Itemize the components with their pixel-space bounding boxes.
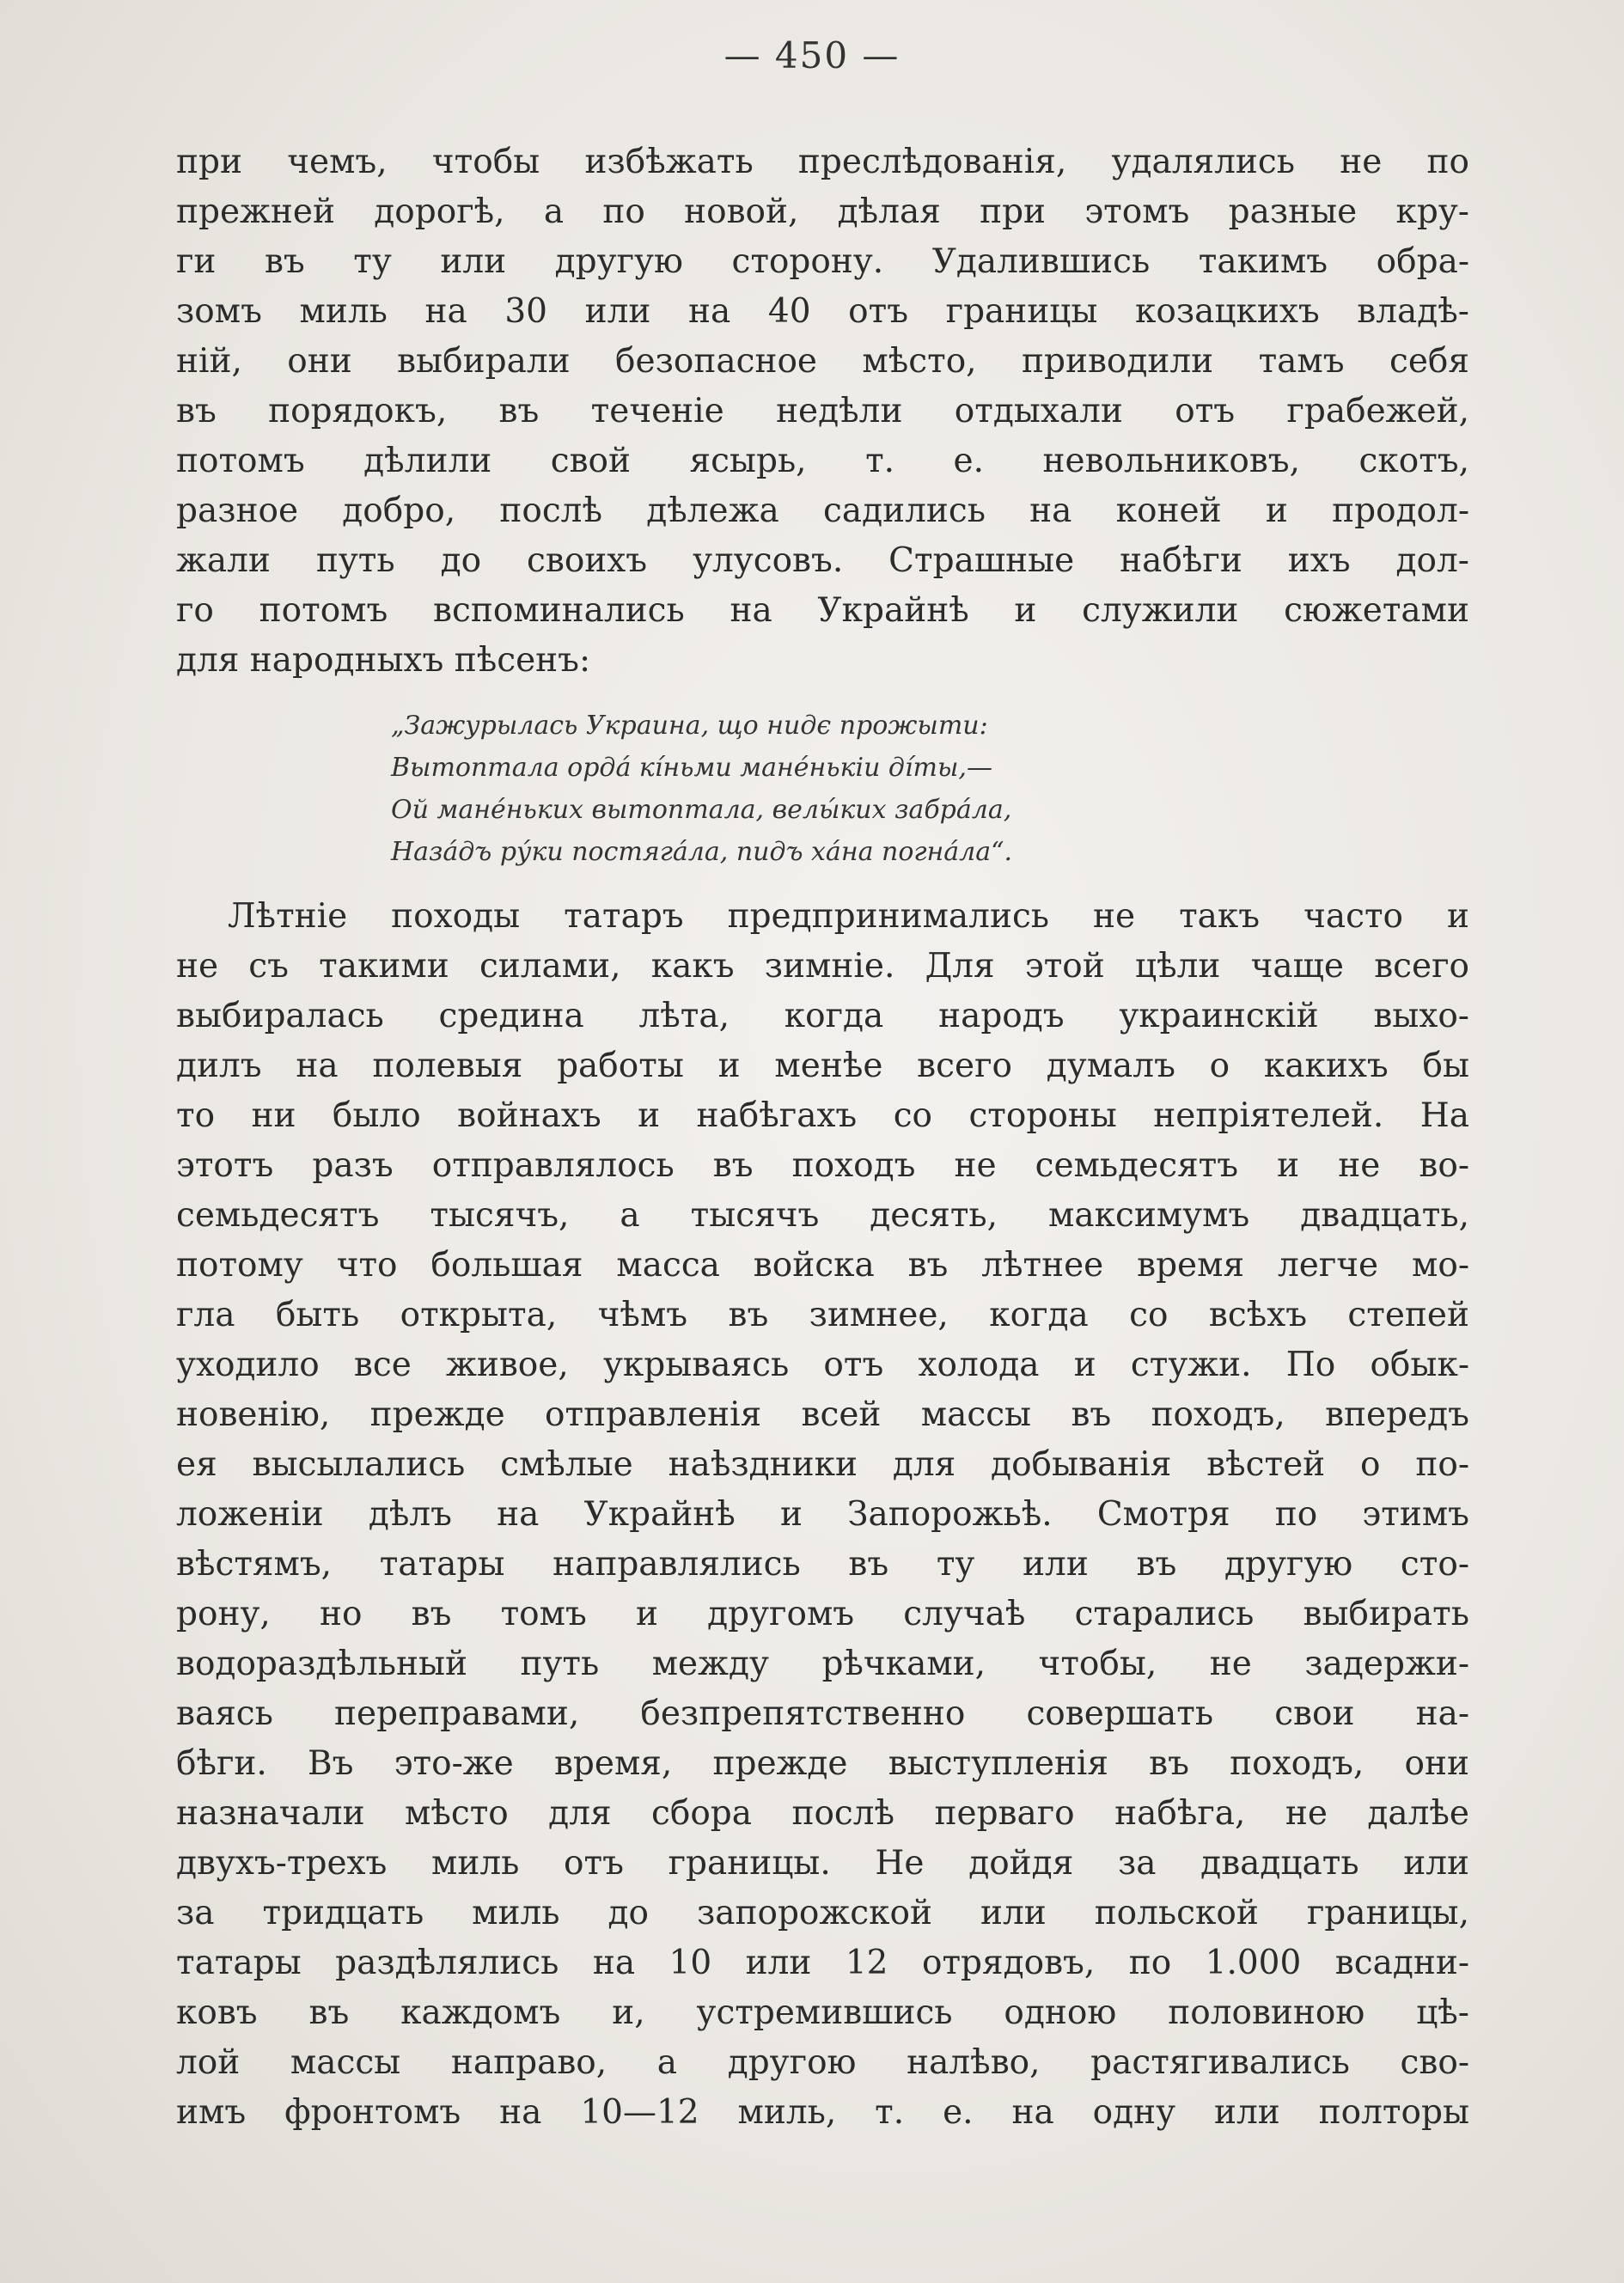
text-line: имъ фронтомъ на 10—12 миль, т. е. на одну или полторы [176, 2093, 1469, 2132]
text-line: семьдесятъ тысячъ, а тысячъ десять, максимумъ двадцать, [176, 1196, 1469, 1235]
text-line: зомъ миль на 30 или на 40 отъ границы козацкихъ владѣ- [176, 292, 1469, 331]
text-line: потомъ дѣлили свой ясырь, т. е. невольниковъ, скотъ, [176, 442, 1469, 480]
text-line: ній, они выбирали безопасное мѣсто, приводили тамъ себя [176, 342, 1469, 381]
text-line: разное добро, послѣ дѣлежа садились на коней и продол- [176, 491, 1469, 530]
text-line: этотъ разъ отправлялось въ походъ не семьдесятъ и не во- [176, 1146, 1469, 1185]
text-line: назначали мѣсто для сбора послѣ перваго набѣга, не далѣе [176, 1794, 1469, 1833]
poem-quote [391, 705, 1207, 873]
text-line: ги въ ту или другую сторону. Удалившись такимъ обра- [176, 242, 1469, 281]
text-line: бѣги. Въ это-же время, прежде выступленія въ походъ, они [176, 1744, 1469, 1783]
text-line: рону, но въ томъ и другомъ случаѣ старались выбирать [176, 1595, 1469, 1633]
paragraph-2 [176, 892, 1469, 2138]
text-line: гла быть открыта, чѣмъ въ зимнее, когда со всѣхъ степей [176, 1296, 1469, 1334]
text-line: то ни было войнахъ и набѣгахъ со стороны непріятелей. На [176, 1096, 1469, 1135]
text-line: выбиралась средина лѣта, когда народъ украинскій выхо- [176, 997, 1469, 1035]
page-number: — 450 — [723, 34, 901, 76]
text-line: въ порядокъ, въ теченіе недѣли отдыхали отъ грабежей, [176, 392, 1469, 430]
text-line: лой массы направо, а другою налѣво, растягивались сво- [176, 2043, 1469, 2082]
text-line: ваясь переправами, безпрепятственно совершать свои на- [176, 1694, 1469, 1733]
text-line: татары раздѣлялись на 10 или 12 отрядовъ, по 1.000 всадни- [176, 1944, 1469, 1982]
text-line: дилъ на полевыя работы и менѣе всего думалъ о какихъ бы [176, 1047, 1469, 1085]
poem-line: „Зажурылась Украина, що нидє прожыти: [391, 711, 988, 741]
text-line: двухъ-трехъ миль отъ границы. Не дойдя за двадцать или [176, 1844, 1469, 1883]
text-line: ковъ въ каждомъ и, устремившись одною половиною цѣ- [176, 1993, 1469, 2032]
poem-line: Вытоптала орда́ кі́ньми мане́нькіи ді́ты,— [391, 753, 992, 783]
text-line: Лѣтніе походы татаръ предпринимались не такъ часто и [228, 897, 1469, 936]
text-line: го потомъ вспоминались на Украйнѣ и служили сюжетами [176, 591, 1469, 630]
text-line: вѣстямъ, татары направлялись въ ту или въ другую сто- [176, 1545, 1469, 1584]
text-line: жали путь до своихъ улусовъ. Страшные набѣги ихъ дол- [176, 541, 1469, 580]
poem-line: Наза́дъ ру́ки постяга́ла, пидъ ха́на погна́ла“. [391, 837, 1013, 867]
poem-line: Ой мане́ньких вытоптала, велы́ких забра́ла, [391, 795, 1012, 825]
text-line: уходило все живое, укрываясь отъ холода и стужи. По обык- [176, 1346, 1469, 1384]
text-line: при чемъ, чтобы избѣжать преслѣдованія, удалялись не по [176, 143, 1469, 181]
paragraph-1 [176, 137, 1469, 686]
text-line: за тридцать миль до запорожской или польской границы, [176, 1894, 1469, 1932]
text-line: ложеніи дѣлъ на Украйнѣ и Запорожьѣ. Смотря по этимъ [176, 1495, 1469, 1534]
text-line: прежней дорогѣ, а по новой, дѣлая при этомъ разные кру- [176, 192, 1469, 231]
text-line: ея высылались смѣлые наѣздники для добыванія вѣстей о по- [176, 1445, 1469, 1484]
text-line: потому что большая масса войска въ лѣтнее время легче мо- [176, 1246, 1469, 1285]
text-line: не съ такими силами, какъ зимніе. Для этой цѣли чаще всего [176, 947, 1469, 986]
text-line: водораздѣльный путь между рѣчками, чтобы, не задержи- [176, 1645, 1469, 1683]
text-line: новенію, прежде отправленія всей массы въ походъ, впередъ [176, 1395, 1469, 1434]
text-line: для народныхъ пѣсенъ: [176, 641, 591, 680]
